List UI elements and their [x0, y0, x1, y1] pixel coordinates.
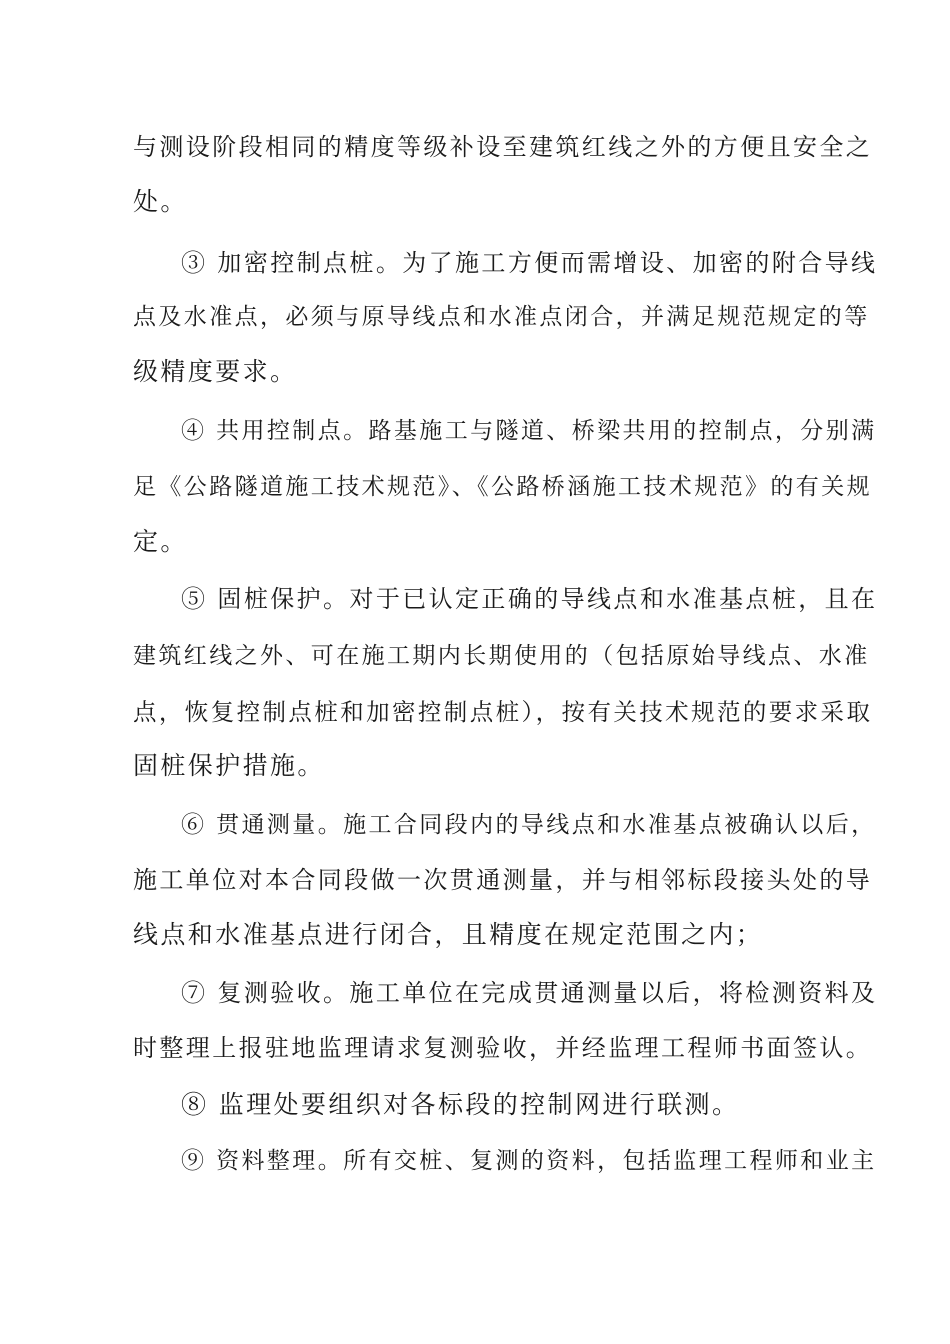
- paragraph-9-start: ⑨ 资料整理。所有交桩、复测的资料，包括监理工程师和业主: [181, 1148, 877, 1174]
- text-line: 足《公路隧道施工技术规范》、《公路桥涵施工技术规范》的有关规: [133, 474, 872, 500]
- text-line: 时整理上报驻地监理请求复测验收，并经监理工程师书面签认。: [133, 1034, 873, 1062]
- text-line: 施工单位对本合同段做一次贯通测量，并与相邻标段接头处的导: [133, 866, 873, 894]
- text-line: 与测设阶段相同的精度等级补设至建筑红线之外的方便且安全之: [133, 133, 873, 161]
- text-line: 线点和水准基点进行闭合，且精度在规定范围之内；: [133, 920, 764, 949]
- paragraph-7-start: ⑦ 复测验收。施工单位在完成贯通测量以后，将检测资料及: [181, 979, 878, 1007]
- text-line: 级精度要求。: [133, 357, 298, 386]
- text-line: 定。: [133, 527, 188, 556]
- paragraph-5-start: ⑤ 固桩保护。对于已认定正确的导线点和水准基点桩，且在: [181, 585, 878, 613]
- text-line: 建筑红线之外、可在施工期内长期使用的（包括原始导线点、水准: [133, 643, 870, 669]
- text-line: 固桩保护措施。: [133, 751, 325, 780]
- text-line: 点，恢复控制点桩和加密控制点桩），按有关技术规范的要求采取: [133, 698, 873, 726]
- text-line: 处。: [133, 187, 188, 216]
- paragraph-8: ⑧ 监理处要组织对各标段的控制网进行联测。: [181, 1090, 740, 1119]
- paragraph-3-start: ③ 加密控制点桩。为了施工方便而需增设、加密的附合导线: [181, 249, 878, 277]
- paragraph-6-start: ⑥ 贯通测量。施工合同段内的导线点和水准基点被确认以后，: [181, 812, 877, 838]
- paragraph-4-start: ④ 共用控制点。路基施工与隧道、桥梁共用的控制点，分别满: [181, 418, 877, 444]
- text-line: 点及水准点，必须与原导线点和水准点闭合，并满足规范规定的等: [133, 304, 870, 330]
